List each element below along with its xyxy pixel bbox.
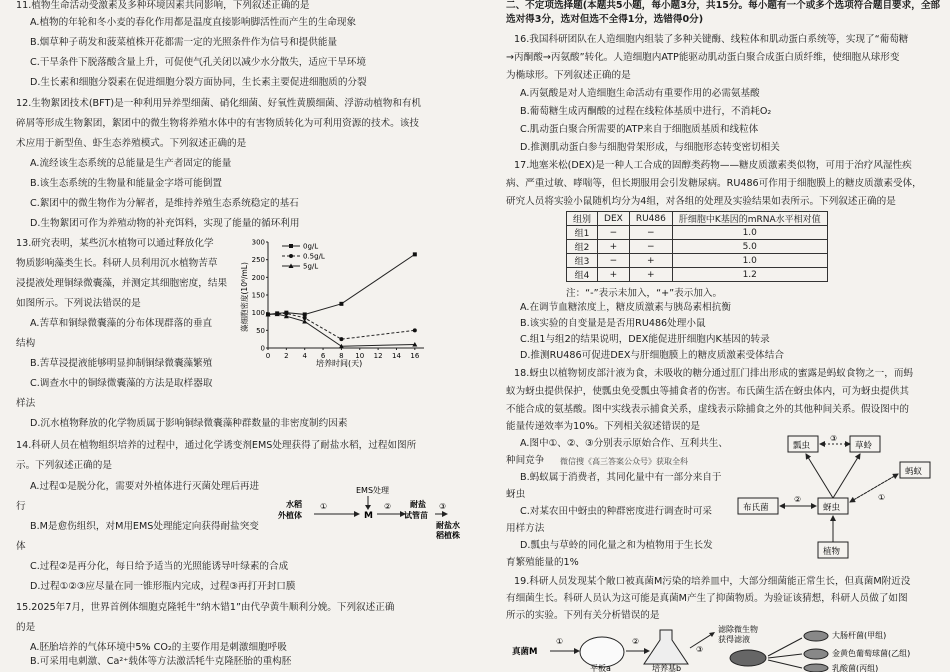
q13-line-chart: [242, 232, 432, 370]
q14-option-c: C.过程②是再分化，每日给予适当的光照能诱导叶绿素的合成: [30, 561, 289, 572]
q13-option-b: B.苦草浸提液能够明显抑制铜绿微囊藻繁殖: [30, 358, 213, 369]
m-label: M: [364, 511, 373, 521]
series-line-2: [268, 314, 415, 346]
q15-option-a: A.胚胎培养的气体环境中5% CO₂的主要作用是刺激细胞呼吸: [30, 642, 287, 653]
q12-option-c: C.絮团中的微生物作为分解者，是维持养殖生态系统稳定的基石: [30, 198, 299, 209]
q17-line2: 病、严重过敏、哮喘等，但长期服用会引发糖尿病。RU486可作用于细胞膜上的糖皮质激素受体，: [506, 178, 922, 189]
x-tick-label: 4: [302, 352, 307, 360]
x-tick-label: 6: [320, 352, 326, 360]
table-cell: 组4: [567, 268, 598, 282]
step2-label: ②: [632, 637, 640, 646]
q19-line3: 所示的实验。下列有关分析错误的是: [506, 610, 660, 621]
q13-line2: 物质影响藻类生长。科研人员利用沉水植物苦草: [16, 258, 218, 269]
table-cell: 5.0: [672, 240, 827, 254]
q12-line3: 术应用于新型鱼、虾生态养殖模式。下列叙述正确的是: [16, 138, 247, 149]
q15-stem: 15.2025年7月，世界首例体细胞克隆牦牛“纳木错1”由代孕黄牛顺利分娩。下列叙述正确: [16, 602, 395, 613]
q18-option-b2: 蚜虫: [506, 489, 526, 500]
q17-option-c: C.组1与组2的结果说明，DEX能促进肝细胞内K基因的转录: [520, 334, 770, 345]
table-cell: 1.0: [672, 226, 827, 240]
legend-label-2: 5g/L: [303, 262, 319, 271]
q16-line3: 为椭球形。下列叙述正确的是: [506, 70, 631, 81]
chart-x-axis-label: 培养时间(天): [316, 359, 363, 368]
plate-a-label: 平板a: [590, 664, 611, 672]
watermark-text: 微信搜《高三答案公众号》获取全科: [560, 457, 688, 466]
x-tick-label: 0: [265, 352, 271, 360]
q18-option-d1: D.瓢虫与草蛉的同化量之和为植物用于生长发: [520, 540, 713, 551]
table-row: [567, 254, 828, 268]
table-cell: +: [629, 254, 672, 268]
table-header-cell: 组别: [567, 212, 598, 226]
step2-label: ②: [384, 502, 392, 511]
x-tick-label: 10: [355, 352, 365, 360]
q17-line3: 研究人员将实验小鼠随机均分为4组，对各组的处理及实验结果如表所示。下列叙述正确的是: [506, 196, 896, 207]
q17-option-b: B.该实验的自变量是是否用RU486处理小鼠: [520, 318, 706, 329]
table-cell: 组2: [567, 240, 598, 254]
lacewing-label: 草蛉: [855, 441, 873, 451]
legend-marker: [289, 254, 293, 258]
table-cell: +: [598, 240, 630, 254]
table-cell: 组1: [567, 226, 598, 240]
q15-stem-line2: 的是: [16, 622, 36, 633]
q12-option-a: A.流经该生态系统的总能量是生产者固定的能量: [30, 158, 232, 169]
q18-option-a2: 种间竞争: [506, 455, 545, 466]
data-point: [413, 252, 417, 256]
q13-line4: 如图所示。下列说法错误的是: [16, 298, 141, 309]
table-header-cell: RU486: [629, 212, 672, 226]
ems-label: EMS处理: [356, 486, 390, 495]
q19-experiment-diagram: [512, 624, 942, 672]
q11-option-d: D.生长素和细胞分裂素在促进细胞分裂方面协同，生长素主要促进细胞质的分裂: [30, 77, 367, 88]
q18-option-d2: 育繁殖能量的1%: [506, 557, 579, 568]
step1-label: ①: [320, 502, 328, 511]
q18-line1: 18.蚜虫以植物韧皮部汁液为食，未吸收的糖分通过肛门排出形成的蜜露是蚂蚁食物之一，而蚂: [514, 368, 914, 379]
section2-line2: 选对得3分，选对但选不全得1分，选错得0分): [506, 14, 704, 25]
q17-option-d: D.推测RU486可促进DEX与肝细胞膜上的糖皮质激素受体结合: [520, 350, 784, 361]
y-tick-label: 150: [251, 291, 265, 300]
table-cell: −: [629, 240, 672, 254]
q16-line1: 16.我国科研团队在人造细胞内组装了多种关键酶、线粒体和肌动蛋白系统等，实现了“葡萄糖: [514, 34, 909, 45]
q15-option-b: B.可采用电刺激、Ca²⁺载体等方法激活牦牛克隆胚胎的重构胚: [30, 656, 292, 667]
fungus-m-label: 真菌M: [512, 647, 538, 657]
plant-label: 植物: [823, 547, 841, 557]
step1-label: ①: [556, 637, 564, 646]
q16-line2: →丙酮酸→丙氨酸”转化。人造细胞内ATP能驱动肌动蛋白聚合成蛋白质纤维，使细胞从球形变: [506, 52, 900, 63]
q18-line4: 能量传递效率为10%。下列相关叙述错误的是: [506, 421, 701, 432]
q13-line1: 13.研究表明，某些沉水植物可以通过释放化学: [16, 238, 214, 249]
q11-option-b: B.烟草种子萌发和菠菜植株开花都需一定的光照条件作为信号和提供能量: [30, 37, 338, 48]
q18-option-b1: B.蚂蚁属于消费者，其同化量中有一部分来自于: [520, 472, 722, 483]
q19-line1: 19.科研人员发现某个敞口被真菌M污染的培养皿中，大部分细菌能正常生长，但真菌M附近没: [514, 576, 911, 587]
q13-option-c1: C.调查水中的铜绿微囊藻的方法是取样器取: [30, 378, 213, 389]
flask-icon: [644, 630, 688, 664]
q14-option-a1: A.过程①是脱分化，需要对外植体进行灭菌处理后再进: [30, 481, 260, 492]
table-row: [567, 240, 828, 254]
ladybug-label: 瓢虫: [793, 441, 811, 451]
filtrate-label-2: 获得滤液: [718, 635, 750, 644]
q18-line3: 不能合成的氨基酸。图中实线表示捕食关系，虚线表示除捕食之外的其他种间关系。假设图中的: [506, 404, 909, 415]
q14-flow-diagram: [278, 484, 464, 540]
q11-stem: 11.植物生命活动受激素及多种环境因素共同影响，下列叙述正确的是: [16, 0, 310, 11]
q13-option-d: D.沉水植物释放的化学物质属于影响铜绿微囊藻种群数量的非密度制约因素: [30, 418, 348, 429]
y-tick-label: 250: [251, 256, 265, 265]
table-cell: 组3: [567, 254, 598, 268]
filter-paper-icon: [730, 650, 766, 666]
relation1-label: ①: [878, 493, 886, 502]
step3-label: ③: [696, 645, 704, 654]
q14-option-a2: 行: [16, 501, 26, 512]
legend-label-0: 0g/L: [303, 242, 319, 251]
q18-line2: 蚁为蚜虫提供保护，使瓢虫免受瓢虫等捕食者的伤害。布氏菌生活在蚜虫体内，可为蚜虫提供其: [506, 386, 909, 397]
x-tick-label: 2: [284, 352, 289, 360]
group3-label: 乳酸菌(丙组): [832, 664, 879, 672]
filtrate-label: 滤除微生物: [718, 625, 758, 634]
q18-food-web: [738, 432, 944, 560]
table-row: [567, 226, 828, 240]
q17-line1: 17.地塞米松(DEX)是一种人工合成的固醇类药物——糖皮质激素类似物，可用于治疗风湿性疾: [514, 160, 912, 171]
q13-option-a1: A.苦草和铜绿微囊藻的分布体现群落的垂直: [30, 318, 213, 329]
dish-group2-icon: [804, 649, 828, 659]
q13-line3: 浸提液处理铜绿微囊藻，并测定其细胞密度，结果: [16, 278, 228, 289]
rice-label: 水稻: [286, 500, 302, 509]
table-cell: −: [629, 226, 672, 240]
q16-option-d: D.推测肌动蛋白参与细胞骨架形成，与细胞形态转变密切相关: [520, 142, 780, 153]
y-tick-label: 100: [251, 309, 265, 318]
q18-option-c2: 用样方法: [506, 523, 545, 534]
rice-plant-label: 稻植株: [436, 531, 460, 540]
x-tick-label: 16: [410, 352, 420, 360]
group1-label: 大肠杆菌(甲组): [832, 631, 887, 640]
salt-label: 耐盐: [410, 500, 426, 509]
table-cell: +: [598, 268, 630, 282]
chart-y-axis-label: 藻细胞密度(10⁶/mL): [240, 262, 249, 332]
ant-label: 蚂蚁: [905, 467, 923, 477]
salt-rice-label: 耐盐水: [436, 521, 460, 530]
aphid-label: 蚜虫: [823, 503, 841, 513]
q12-line2: 碎屑等形成生物絮团，絮团中的微生物将养殖水体中的有害物质转化为可利用资源的技术。该技: [16, 118, 419, 129]
table-row: [567, 268, 828, 282]
tube-seedling-label: 试管苗: [404, 511, 428, 520]
legend-marker: [289, 244, 293, 248]
q12-line1: 12.生物絮团技术(BFT)是一种利用异养型细菌、硝化细菌、好氧性黄膜细菌、浮游动植物和有机: [16, 98, 422, 109]
q14-option-d: D.过程①②③应尽量在同一锥形瓶内完成，过程③再打开封口膜: [30, 581, 296, 592]
q18-option-c1: C.对某农田中蚜虫的种群密度进行调查时可采: [520, 506, 713, 517]
q16-option-a: A.丙氨酸是对人造细胞生命活动有重要作用的必需氨基酸: [520, 88, 760, 99]
group2-label: 金黄色葡萄球菌(乙组): [832, 649, 911, 658]
q14-line1: 14.科研人员在植物组织培养的过程中，通过化学诱变剂EMS处理获得了耐盐水稻，过程如图所: [16, 440, 417, 451]
table-cell: −: [598, 254, 630, 268]
buchnera-label: 布氏菌: [743, 503, 769, 513]
y-tick-label: 0: [260, 344, 265, 353]
relation3-label: ③: [830, 434, 838, 443]
q17-note: 注：“-”表示未加入，“+”表示加入。: [566, 288, 723, 299]
x-tick-label: 8: [339, 352, 344, 360]
q12-option-b: B.该生态系统的生物量和能量金字塔可能倒置: [30, 178, 222, 189]
data-point: [339, 337, 343, 341]
q12-option-d: D.生物絮团可作为养殖动物的补充饵料，实现了能量的循环利用: [30, 218, 300, 229]
dish-group1-icon: [804, 631, 828, 641]
medium-b-label: 培养基b: [652, 664, 682, 672]
y-tick-label: 300: [251, 238, 265, 247]
table-header-cell: 肝细胞中K基因的mRNA水平相对值: [672, 212, 827, 226]
q17-table: [566, 211, 828, 282]
q17-option-a: A.在调节血糖浓度上，糖皮质激素与胰岛素相抗衡: [520, 302, 731, 313]
chart-legend: [282, 243, 325, 271]
q14-line2: 示。下列叙述正确的是: [16, 460, 112, 471]
plate-a-icon: [580, 637, 624, 667]
explant-label: 外植体: [278, 511, 302, 520]
table-cell: −: [598, 226, 630, 240]
q11-option-c: C.干旱条件下脱落酸含量上升，可促使气孔关闭以减少水分散失，适应干旱环境: [30, 57, 366, 68]
x-tick-label: 14: [392, 352, 401, 360]
q11-option-a: A.植物的年轮和冬小麦的春化作用都是温度直接影响脚活性而产生的生命现象: [30, 17, 357, 28]
q13-option-c2: 样法: [16, 398, 36, 409]
table-cell: 1.2: [672, 268, 827, 282]
step3-label: ③: [439, 502, 447, 511]
dish-group3-icon: [804, 664, 828, 672]
data-point: [339, 302, 343, 306]
data-point: [303, 312, 307, 316]
y-tick-label: 200: [251, 273, 265, 282]
data-point: [413, 328, 417, 332]
q13-option-a2: 结构: [16, 338, 36, 349]
q19-line2: 有细菌生长。科研人员认为这可能是真菌M产生了抑菌物质。为验证该猜想，科研人员做了如图: [506, 593, 908, 604]
q14-option-b1: B.M是愈伤组织，对M用EMS处理能定向获得耐盐突变: [30, 521, 259, 532]
table-cell: +: [629, 268, 672, 282]
y-tick-label: 50: [256, 326, 265, 335]
q16-option-b: B.葡萄糖生成丙酮酸的过程在线粒体基质中进行，不消耗O₂: [520, 106, 772, 117]
table-header-row: [567, 212, 828, 226]
x-tick-label: 12: [373, 352, 383, 360]
legend-label-1: 0.5g/L: [303, 252, 325, 261]
q14-option-b2: 体: [16, 541, 26, 552]
q18-option-a1: A.图中①、②、③分别表示原始合作、互利共生、: [520, 438, 728, 449]
relation2-label: ②: [794, 495, 802, 504]
section2-line1: 二、不定项选择题(本题共5小题，每小题3分，共15分。每小题有一个或多个选项符合题目要求，全部: [506, 0, 941, 11]
table-cell: 1.0: [672, 254, 827, 268]
table-header-cell: DEX: [598, 212, 630, 226]
q16-option-c: C.肌动蛋白聚合所需要的ATP来自于细胞质基质和线粒体: [520, 124, 759, 135]
